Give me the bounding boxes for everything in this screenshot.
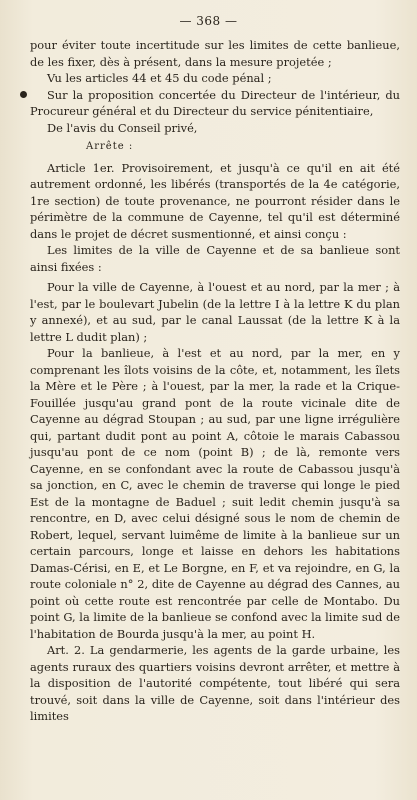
body-text [30, 37, 400, 725]
paragraph-vu: Vu les articles 44 et 45 du code pénal ; [47, 71, 272, 85]
paragraph-article-1: Article 1er. Provisoirement, et jusqu'à ce qu'il en ait été autrement ordonné, les libérés (transportés de la 4e catégorie, 1re section) de toute provenance, ne pourront résider dans le périmètre de la commune de Cayenne, tel qu'il est déterminé dans le projet de décret susmentionné, et ainsi conçu : [30, 160, 400, 241]
paragraph-article-2: Art. 2. La gendarmerie, les agents de la garde urbaine, les agents ruraux des quartiers voisins devront arrêter, et mettre à la disposition de l'autorité compétente, tout libéré qui sera trouvé, soit dans la ville de Cayenne, soit dans l'intérieur des limites [30, 643, 400, 723]
section-heading-arrete: Arrête : [86, 141, 134, 152]
paragraph-ville: Pour la ville de Cayenne, à l'ouest et au nord, par la mer ; à l'est, par le boulevart Jubelin (de la lettre I à la lettre K du plan y annexé), et au sud, par le canal Laussat (de la lettre K à la lettre L dudit plan) ; [30, 280, 400, 344]
paragraph-banlieue: Pour la banlieue, à l'est et au nord, par la mer, en y comprenant les îlots voisins de la côte, et, notamment, les îlets la Mère et le Père ; à l'ouest, par la mer, la rade et la Crique-Fouillée jusqu'au grand pont de la route vicinale dite de Cayenne au dégrad Stoupan ; au sud, par une ligne irrégulière qui, partant dudit pont au point A, côtoie le marais Cabassou jusqu'au pont de ce nom (point B) ; de là, remonte vers Cayenne, en se confondant avec la route de Cabassou jusqu'à sa jonction, en C, avec le chemin de traverse qui longe le pied Est de la montagne de Baduel ; suit ledit chemin jusqu'à sa rencontre, en D, avec celui désigné sous le nom de chemin de Robert, lequel, servant luimême de limite à la banlieue sur un certain parcours, longe et laisse en dehors les habitations Damas-Cérisi, en E, et Le Borgne, en F, et va rejoindre, en G, la route coloniale n° 2, dite de Cayenne au dégrad des Cannes, au point où cette route est rencontrée par celle de Montabo. Du point G, la limite de la banlieue se confond avec la limite sud de l'habitation de Bourda jusqu'à la mer, au point H. [30, 346, 400, 641]
paragraph-limites: Les limites de la ville de Cayenne et de sa banlieue sont ainsi fixées : [30, 243, 400, 274]
paragraph-proposition: Sur la proposition concertée du Directeur de l'intérieur, du Procureur général et du Directeur du service pénitentiaire, [30, 87, 400, 118]
paragraph-avis: De l'avis du Conseil privé, [47, 120, 198, 135]
paragraph-continuation: pour éviter toute incertitude sur les limites de cette banlieue, de les fixer, dès à présent, dans la mesure projetée ; [30, 38, 400, 69]
bullet-mark [20, 91, 27, 98]
page-number: — 368 — [179, 14, 238, 28]
